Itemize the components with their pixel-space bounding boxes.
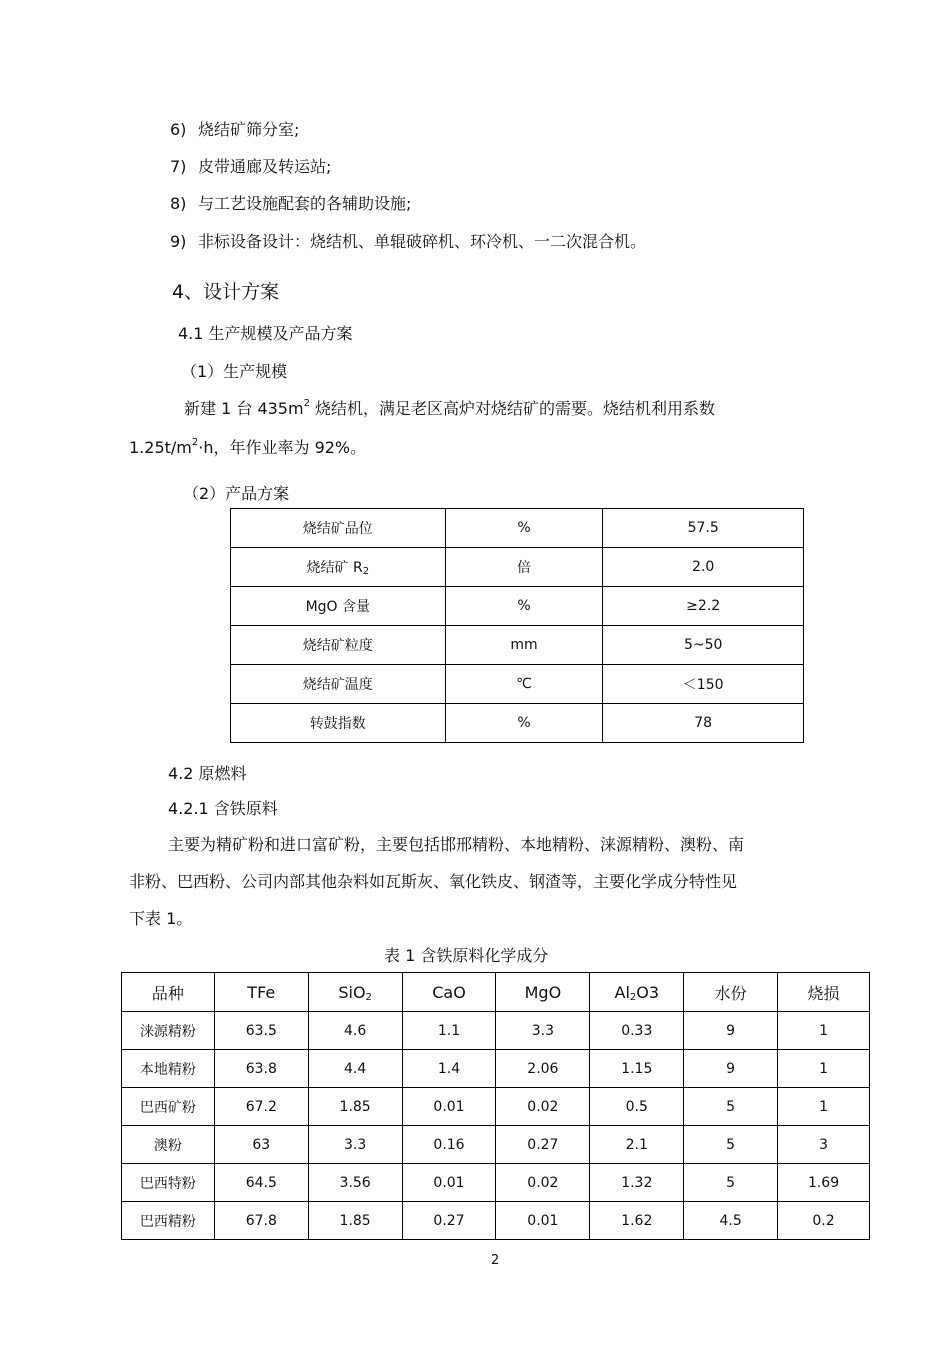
table-cell: 2.1 <box>590 1126 684 1164</box>
column-header: MgO <box>496 973 590 1012</box>
table-cell: 巴西精粉 <box>122 1202 215 1240</box>
table-cell: 4.4 <box>308 1050 402 1088</box>
table-cell: 1.85 <box>308 1088 402 1126</box>
table-cell: 0.01 <box>402 1164 496 1202</box>
page-number: 2 <box>491 1253 500 1268</box>
table-cell: ＜150 <box>603 665 804 704</box>
table-cell: 63.8 <box>214 1050 308 1088</box>
list-item-7 <box>170 154 331 177</box>
list-number: 6) <box>170 120 187 139</box>
list-item-9 <box>170 229 646 252</box>
table-cell: 1 <box>778 1088 870 1126</box>
table-header-row <box>122 973 870 1012</box>
table-cell: 0.33 <box>590 1012 684 1050</box>
table-cell: 0.5 <box>590 1088 684 1126</box>
table-cell: 1.4 <box>402 1050 496 1088</box>
list-text: 烧结矿筛分室; <box>198 120 300 139</box>
table-row <box>231 548 804 587</box>
section-4-2-1-heading: 4.2.1 含铁原料 <box>168 799 278 818</box>
table-cell: 5~50 <box>603 626 804 665</box>
column-header: 烧损 <box>778 973 870 1012</box>
superscript: 2 <box>303 398 310 409</box>
table-row <box>122 1202 870 1240</box>
list-text: 皮带通廊及转运站; <box>198 157 332 176</box>
table-row <box>122 1012 870 1050</box>
list-number: 9) <box>170 232 187 251</box>
table-cell: 涞源精粉 <box>122 1012 215 1050</box>
table-cell: 0.16 <box>402 1126 496 1164</box>
table-cell: 63 <box>214 1126 308 1164</box>
list-item-6 <box>170 117 299 140</box>
list-item-8 <box>170 191 411 214</box>
table-row <box>231 665 804 704</box>
paragraph-line: 非粉、巴西粉、公司内部其他杂料如瓦斯灰、氧化铁皮、钢渣等，主要化学成分特性见 <box>129 872 738 891</box>
table-cell: 67.2 <box>214 1088 308 1126</box>
table-cell: 巴西矿粉 <box>122 1088 215 1126</box>
table-cell: 3 <box>778 1126 870 1164</box>
para-text: 1.25t/m <box>129 438 192 457</box>
table-cell: 1.62 <box>590 1202 684 1240</box>
composition-table <box>121 972 870 1240</box>
list-number: 8) <box>170 194 187 213</box>
list-number: 7) <box>170 157 187 176</box>
table-cell: 巴西特粉 <box>122 1164 215 1202</box>
table-row <box>231 509 804 548</box>
table-cell: 5 <box>684 1126 778 1164</box>
table-row <box>122 1126 870 1164</box>
table-cell: 2.0 <box>603 548 804 587</box>
table-row <box>231 704 804 743</box>
table-cell: 78 <box>603 704 804 743</box>
list-text: 非标设备设计：烧结机、单辊破碎机、环冷机、一二次混合机。 <box>198 232 647 251</box>
section-4-heading: 4、设计方案 <box>172 281 280 303</box>
table-cell: 3.3 <box>308 1126 402 1164</box>
production-scale-heading: （1）生产规模 <box>181 362 288 381</box>
column-header: 品种 <box>122 973 215 1012</box>
table-row <box>122 1164 870 1202</box>
table-cell: 倍 <box>445 548 603 587</box>
table-cell: ℃ <box>445 665 603 704</box>
table-cell: 64.5 <box>214 1164 308 1202</box>
table-cell: mm <box>445 626 603 665</box>
table-cell: 1.32 <box>590 1164 684 1202</box>
table-cell: 烧结矿品位 <box>231 509 446 548</box>
section-4-2-heading: 4.2 原燃料 <box>168 764 247 783</box>
paragraph-line <box>184 396 715 419</box>
table-cell: % <box>445 587 603 626</box>
table-caption: 表 1 含铁原料化学成分 <box>384 946 549 965</box>
table-cell: 烧结矿粒度 <box>231 626 446 665</box>
table-cell: 3.3 <box>496 1012 590 1050</box>
list-text: 与工艺设施配套的各辅助设施; <box>198 194 412 213</box>
table-cell: 4.5 <box>684 1202 778 1240</box>
table-cell: % <box>445 509 603 548</box>
table-cell: 澳粉 <box>122 1126 215 1164</box>
table-cell: 5 <box>684 1088 778 1126</box>
column-header: TFe <box>214 973 308 1012</box>
table-cell: 57.5 <box>603 509 804 548</box>
para-text: 烧结机，满足老区高炉对烧结矿的需要。烧结机利用系数 <box>309 399 716 418</box>
para-text: ·h，年作业率为 92%。 <box>198 438 367 457</box>
table-cell: ≥2.2 <box>603 587 804 626</box>
table-row <box>231 626 804 665</box>
product-plan-heading: （2）产品方案 <box>183 484 290 503</box>
table-cell: 1 <box>778 1012 870 1050</box>
column-header: Al2O3 <box>590 973 684 1012</box>
paragraph-line: 下表 1。 <box>129 909 193 928</box>
table-cell: 本地精粉 <box>122 1050 215 1088</box>
table-cell: 0.02 <box>496 1164 590 1202</box>
table-cell: 转鼓指数 <box>231 704 446 743</box>
table-cell: 9 <box>684 1012 778 1050</box>
table-cell: 0.02 <box>496 1088 590 1126</box>
table-cell: 4.6 <box>308 1012 402 1050</box>
table-row <box>122 1050 870 1088</box>
table-cell: 1.85 <box>308 1202 402 1240</box>
paragraph-line: 主要为精矿粉和进口富矿粉，主要包括邯邢精粉、本地精粉、涞源精粉、澳粉、南 <box>168 835 745 854</box>
table-cell: 5 <box>684 1164 778 1202</box>
para-text: 新建 1 台 435m <box>184 399 304 418</box>
table-row <box>122 1088 870 1126</box>
table-cell: 0.27 <box>496 1126 590 1164</box>
table-cell: 3.56 <box>308 1164 402 1202</box>
section-4-1-heading: 4.1 生产规模及产品方案 <box>178 324 353 343</box>
table-cell: MgO 含量 <box>231 587 446 626</box>
table-cell: 0.27 <box>402 1202 496 1240</box>
table-cell: 烧结矿 R2 <box>231 548 446 587</box>
table-cell: 1.69 <box>778 1164 870 1202</box>
table-cell: 0.2 <box>778 1202 870 1240</box>
table-cell: 9 <box>684 1050 778 1088</box>
table-cell: 0.01 <box>402 1088 496 1126</box>
table-cell: 1.1 <box>402 1012 496 1050</box>
table-row <box>231 587 804 626</box>
table-cell: 2.06 <box>496 1050 590 1088</box>
column-header: SiO2 <box>308 973 402 1012</box>
superscript: 2 <box>191 437 199 448</box>
table-cell: 0.01 <box>496 1202 590 1240</box>
table-cell: 1 <box>778 1050 870 1088</box>
column-header: 水份 <box>684 973 778 1012</box>
table-cell: 63.5 <box>214 1012 308 1050</box>
paragraph-line <box>129 435 366 458</box>
column-header: CaO <box>402 973 496 1012</box>
product-spec-table <box>230 508 804 743</box>
table-cell: 67.8 <box>214 1202 308 1240</box>
table-cell: 1.15 <box>590 1050 684 1088</box>
table-cell: % <box>445 704 603 743</box>
table-cell: 烧结矿温度 <box>231 665 446 704</box>
